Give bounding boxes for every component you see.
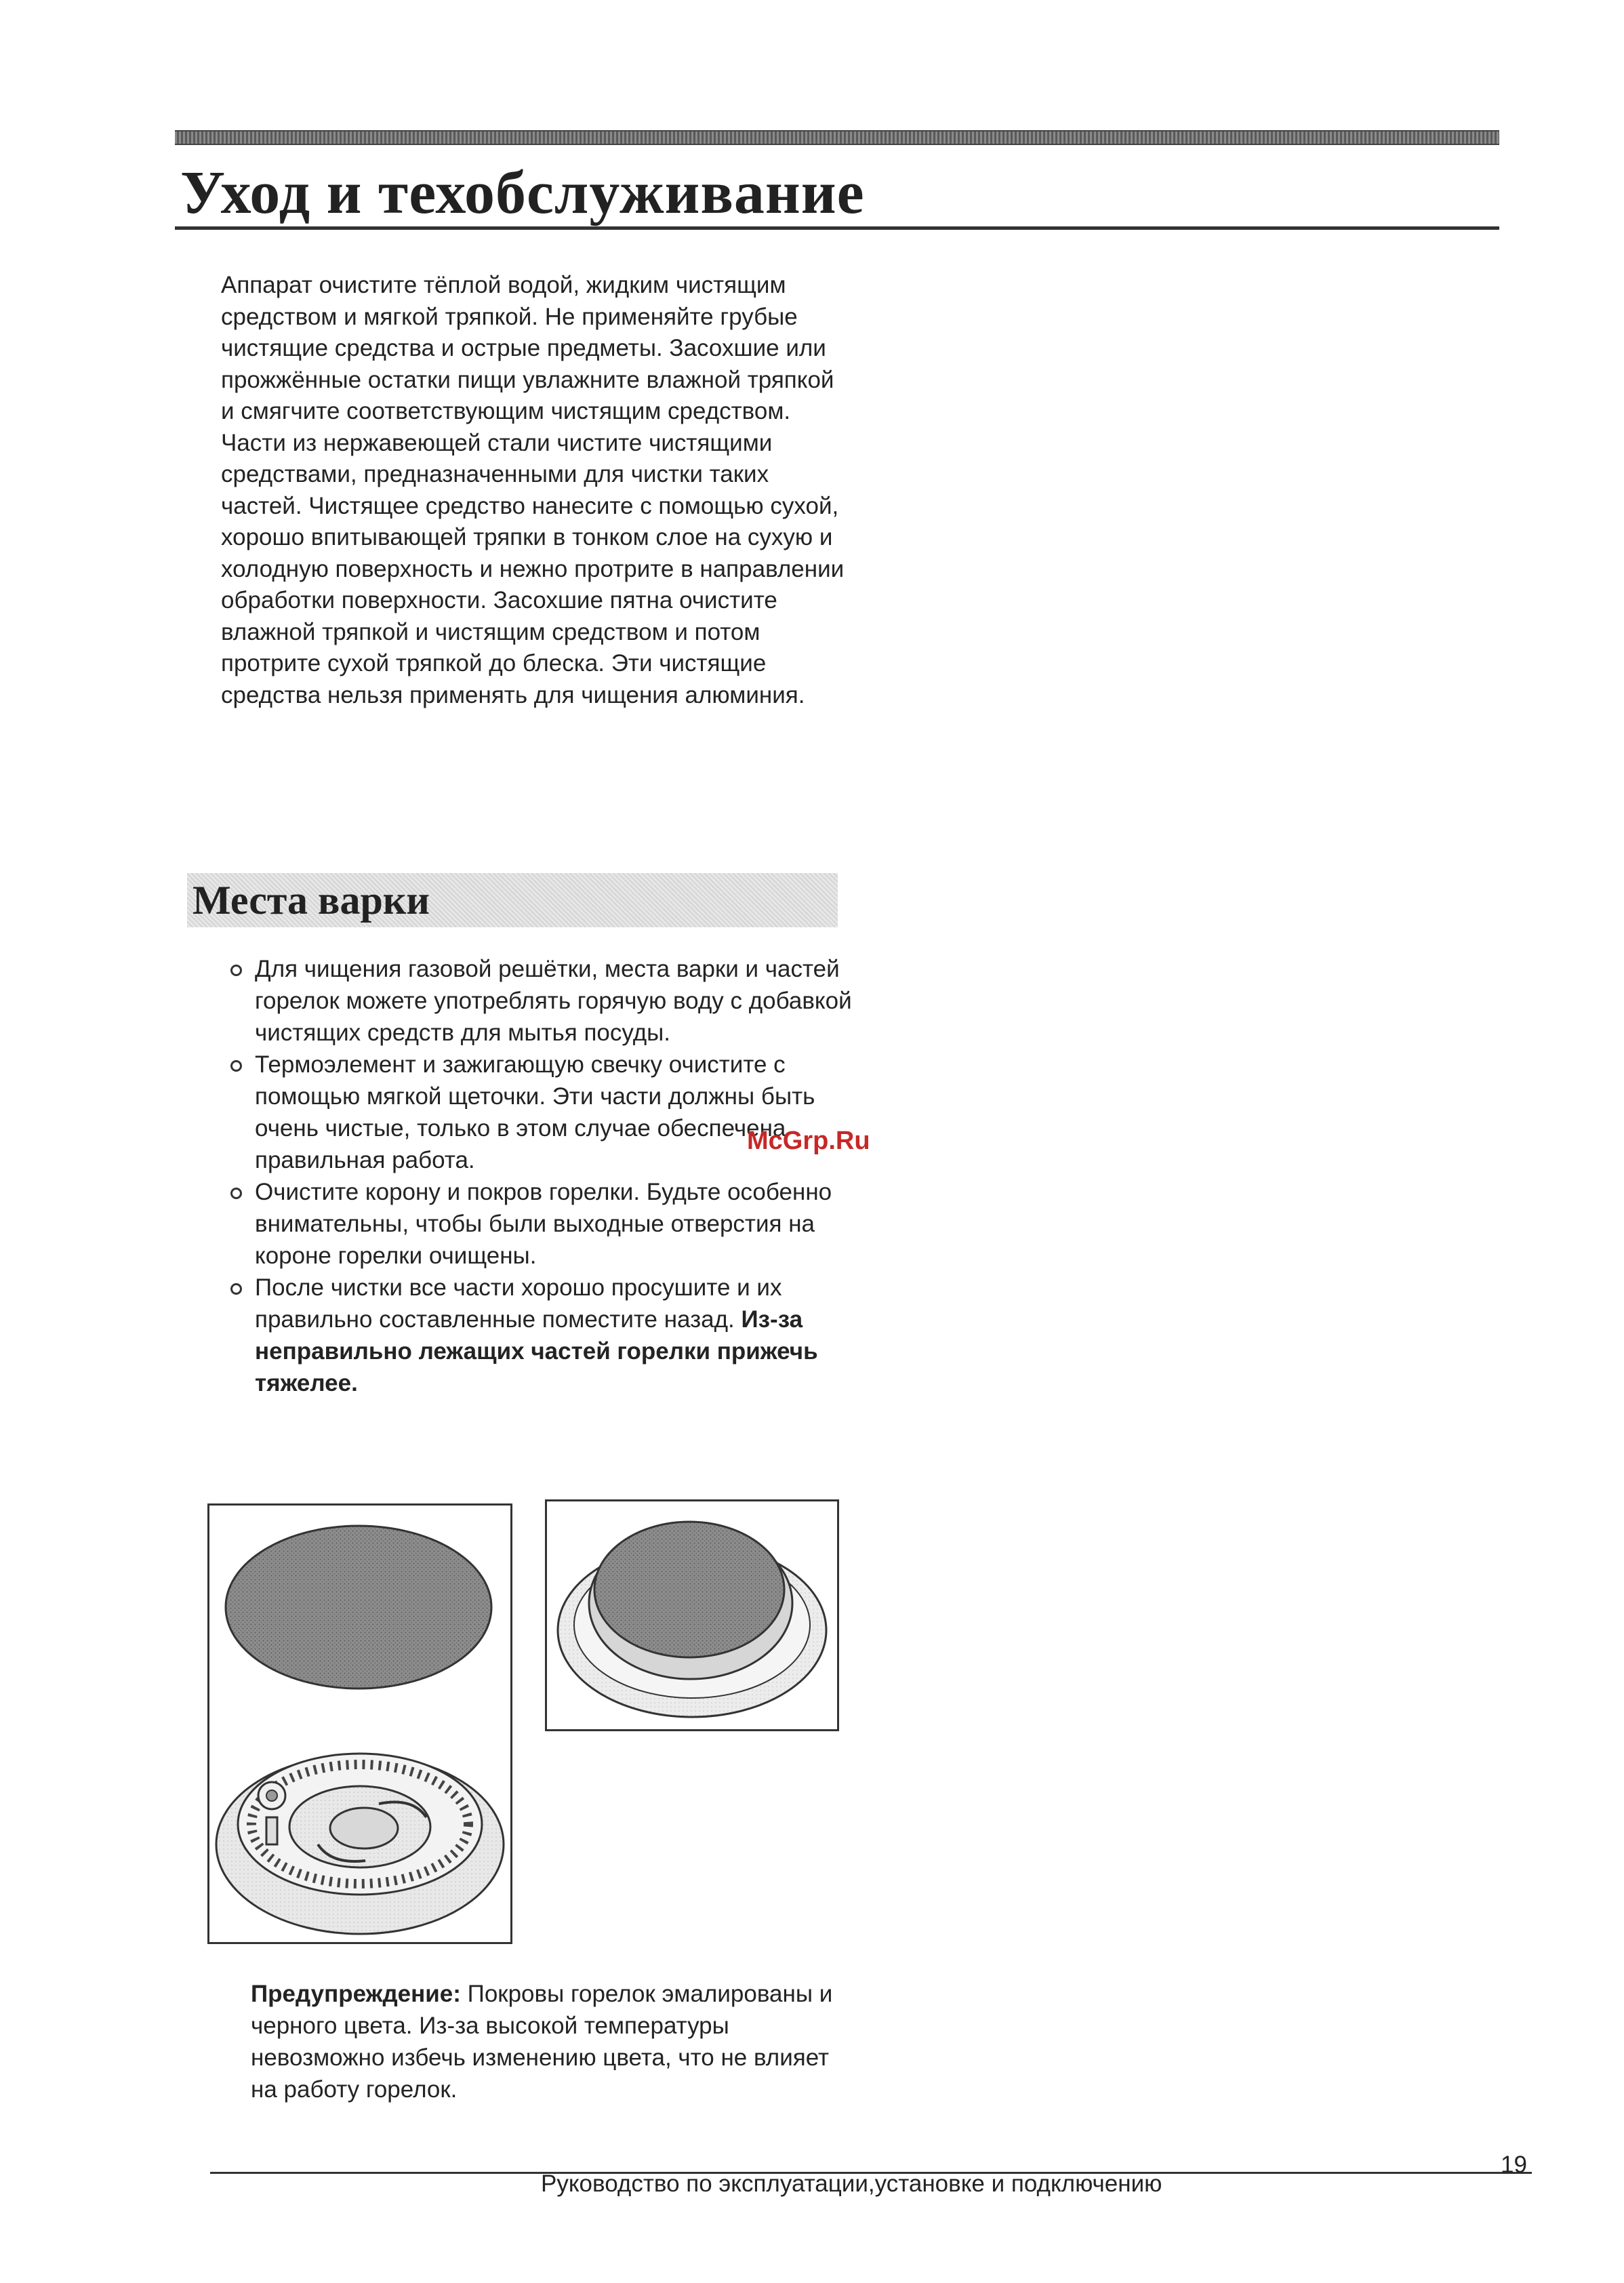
bullet-text: Очистите корону и покров горелки. Будьте особенно внимательны, чтобы были выходные отверстия на короне горелки очищены. bbox=[255, 1179, 832, 1269]
cleaning-bullet-list bbox=[230, 953, 854, 1399]
warning-label: Предупреждение: bbox=[251, 1981, 461, 2007]
list-item bbox=[230, 953, 854, 1049]
assembled-burner-illustration bbox=[547, 1501, 837, 1729]
list-item bbox=[230, 1049, 854, 1176]
bullet-icon bbox=[230, 1060, 242, 1072]
page-number: 19 bbox=[1501, 2151, 1527, 2178]
thermoelement-icon bbox=[266, 1817, 277, 1844]
bullet-bold-warning: Из-за неправильно лежащих частей горелки прижечь тяжелее. bbox=[255, 1306, 818, 1396]
section-title: Места варки bbox=[192, 878, 430, 923]
bullet-icon bbox=[230, 1188, 242, 1199]
warning-text: Покровы горелок эмалированы и черного цвета. Из-за высокой температуры невозможно избечь изменению цвета, что не влияет на работу горелок. bbox=[251, 1981, 833, 2103]
burner-cap-icon bbox=[226, 1526, 491, 1689]
intro-paragraph-1: Аппарат очистите тёплой водой, жидким чистящим средством и мягкой тряпкой. Не применяйте грубые чистящие средства и острые предметы. Засохшие или прожжённые остатки пищи увлажните влажной тряпкой и смягчите соответствующим чистящим средством. bbox=[221, 272, 834, 424]
bullet-icon bbox=[230, 1283, 242, 1295]
warning-note bbox=[251, 1978, 847, 2105]
list-item bbox=[230, 1176, 854, 1272]
burner-parts-illustration bbox=[209, 1506, 510, 1942]
bullet-text: После чистки все части хорошо просушите и их правильно составленные поместите назад. bbox=[255, 1274, 782, 1333]
watermark: McGrp.Ru bbox=[747, 1127, 870, 1155]
burner-disassembled-figure bbox=[207, 1503, 512, 1944]
bullet-text: Термоэлемент и зажигающую свечку очистите с помощью мягкой щеточки. Эти части должны быть очень чистые, только в этом случае обеспечена правильная работа. bbox=[255, 1051, 815, 1173]
list-item bbox=[230, 1272, 854, 1399]
burner-assembled-figure bbox=[545, 1499, 839, 1731]
intro-paragraph-2: Части из нержавеющей стали чистите чистящими средствами, предназначенными для чистки таких частей. Чистящее средство нанесите с помощью сухой, хорошо впитывающей тряпки в тонком слое на сухую и холодную поверхность и нежно протрите в направлении обработки поверхности. Засохшие пятна очистите влажной тряпкой и чистящим средством и потом протрите сухой тряпкой до блеска. Эти чистящие средства нельзя применять для чищения алюминия. bbox=[221, 429, 845, 708]
footer-text: Руководство по эксплуатации,установке и подключению bbox=[541, 2170, 1162, 2197]
bullet-text: Для чищения газовой решётки, места варки и частей горелок можете употреблять горячую воду с добавкой чистящих средств для мытья посуды. bbox=[255, 956, 852, 1046]
header-top-rule bbox=[175, 130, 1499, 145]
page-title: Уход и техобслуживание bbox=[180, 159, 865, 226]
intro-text bbox=[221, 270, 845, 711]
bullet-icon bbox=[230, 965, 242, 976]
title-underline bbox=[175, 226, 1499, 230]
burner-cap-icon bbox=[594, 1522, 784, 1657]
